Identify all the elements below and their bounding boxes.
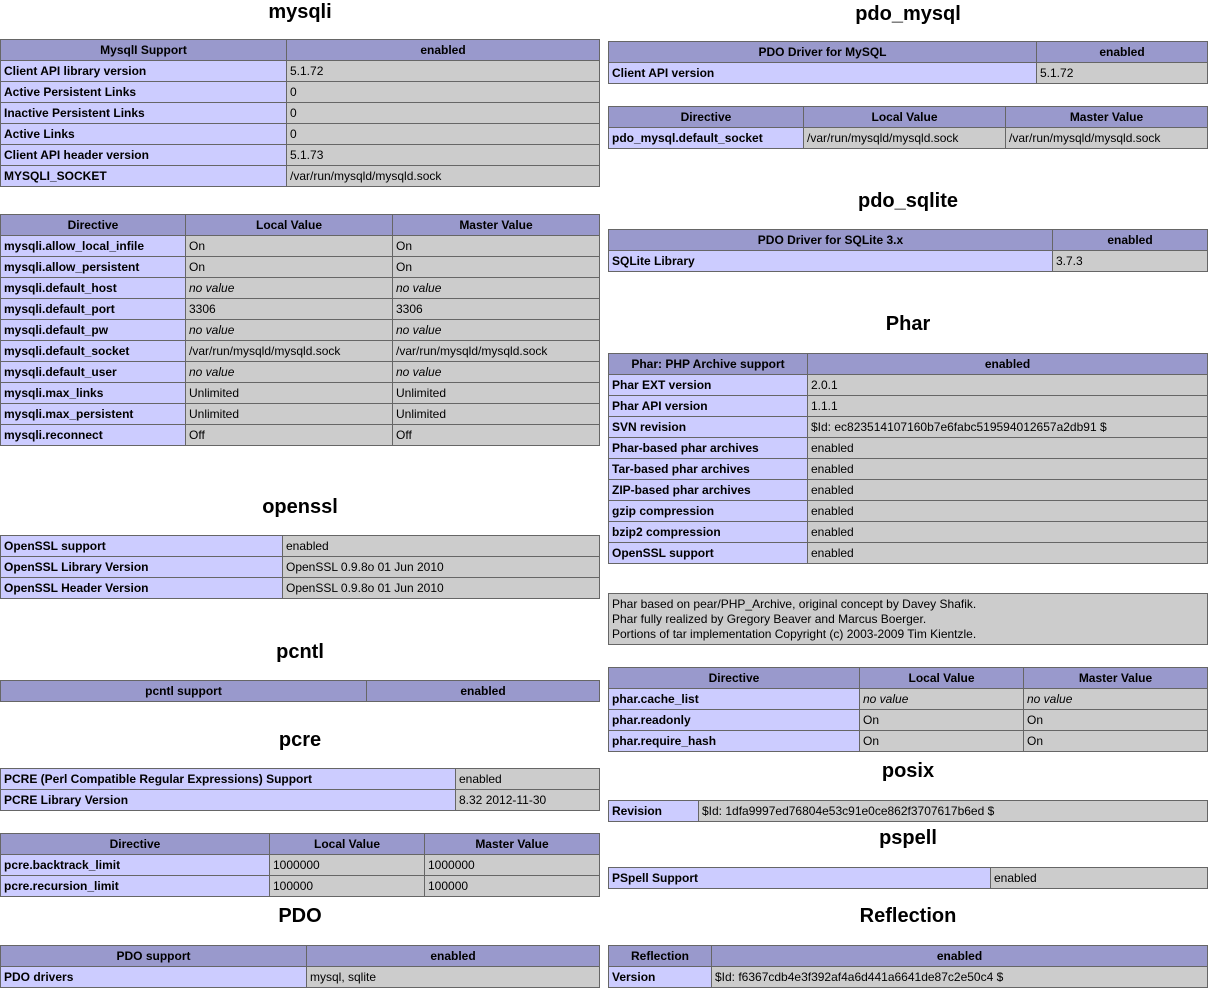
pcre-directives-block	[0, 833, 600, 897]
local-value-cell: On	[186, 257, 393, 278]
master-value-cell: On	[393, 236, 600, 257]
local-value-cell: On	[186, 236, 393, 257]
key-cell: Phar API version	[609, 396, 808, 417]
value-cell: $Id: f6367cdb4e3f392af4a6d441a6641de87c2e50c4 $	[712, 967, 1208, 988]
header-cell: Phar: PHP Archive support	[609, 354, 808, 375]
header-cell: Reflection	[609, 946, 712, 967]
openssl-table	[0, 535, 600, 599]
table-row	[1, 769, 600, 790]
key-cell: MYSQLI_SOCKET	[1, 166, 287, 187]
header-cell: PDO Driver for MySQL	[609, 42, 1037, 63]
table-row	[1, 103, 600, 124]
pcntl-block	[0, 680, 600, 702]
header-cell: Local Value	[860, 668, 1024, 689]
directive-cell: mysqli.allow_local_infile	[1, 236, 186, 257]
table-row	[609, 801, 1208, 822]
table-header-row	[609, 107, 1208, 128]
header-cell: Local Value	[186, 215, 393, 236]
header-cell: enabled	[712, 946, 1208, 967]
local-value-cell: Off	[186, 425, 393, 446]
section-title-pdo-sqlite: pdo_sqlite	[857, 190, 958, 212]
value-cell: 0	[287, 82, 600, 103]
pdo-mysql-directives-block	[608, 106, 1208, 149]
table-row	[1, 404, 600, 425]
directive-cell: pdo_mysql.default_socket	[609, 128, 804, 149]
key-cell: PDO drivers	[1, 967, 307, 988]
header-cell: MysqlI Support	[1, 40, 287, 61]
master-value-cell	[393, 278, 600, 299]
section-title-pdo: PDO	[278, 905, 322, 927]
table-row	[1, 578, 600, 599]
table-header-row	[609, 230, 1208, 251]
table-row	[609, 522, 1208, 543]
key-cell: Client API library version	[1, 61, 287, 82]
master-value-cell	[393, 362, 600, 383]
table-row	[609, 128, 1208, 149]
table-row	[1, 299, 600, 320]
table-header-row	[609, 946, 1208, 967]
header-cell: enabled	[1053, 230, 1208, 251]
key-cell: OpenSSL support	[609, 543, 808, 564]
local-value-cell: On	[860, 731, 1024, 752]
table-row	[1, 236, 600, 257]
header-cell: enabled	[367, 681, 600, 702]
table-row	[609, 967, 1208, 988]
master-value-cell: /var/run/mysqld/mysqld.sock	[393, 341, 600, 362]
table-row	[1, 383, 600, 404]
local-value-cell	[860, 689, 1024, 710]
value-cell: /var/run/mysqld/mysqld.sock	[287, 166, 600, 187]
value-cell: $Id: 1dfa9997ed76804e53c91e0ce862f3707617b6ed $	[699, 801, 1208, 822]
local-value-cell: 1000000	[270, 855, 425, 876]
directive-cell: mysqli.default_user	[1, 362, 186, 383]
table-row	[1, 61, 600, 82]
pspell-table	[608, 867, 1208, 889]
table-row	[1, 362, 600, 383]
value-cell: 5.1.72	[1037, 63, 1208, 84]
directive-cell: mysqli.max_persistent	[1, 404, 186, 425]
value-cell: enabled	[808, 438, 1208, 459]
pdo-mysql-block	[608, 41, 1208, 84]
no-value-text: no value	[863, 692, 909, 706]
value-cell: enabled	[456, 769, 600, 790]
table-row	[1, 967, 600, 988]
pdo-block	[0, 945, 600, 988]
openssl-block	[0, 535, 600, 599]
phar-directives-table	[608, 667, 1208, 752]
value-cell: enabled	[283, 536, 600, 557]
pdo-table	[0, 945, 600, 988]
key-cell: Inactive Persistent Links	[1, 103, 287, 124]
table-row	[609, 594, 1208, 645]
pcre-info-table	[0, 768, 600, 811]
local-value-cell: On	[860, 710, 1024, 731]
directive-cell: mysqli.default_socket	[1, 341, 186, 362]
posix-table	[608, 800, 1208, 822]
key-cell: ZIP-based phar archives	[609, 480, 808, 501]
mysqli-info-table	[0, 39, 600, 187]
no-value-text: no value	[189, 281, 235, 295]
no-value-text: no value	[396, 281, 442, 295]
reflection-block	[608, 945, 1208, 988]
directive-cell: mysqli.max_links	[1, 383, 186, 404]
credit-line: Portions of tar implementation Copyright (c) 2003-2009 Tim Kientzle.	[612, 627, 977, 641]
section-title-pcre: pcre	[278, 729, 322, 751]
table-row	[1, 855, 600, 876]
table-header-row	[1, 40, 600, 61]
key-cell: Phar EXT version	[609, 375, 808, 396]
table-row	[609, 251, 1208, 272]
directive-cell: phar.cache_list	[609, 689, 860, 710]
table-row	[1, 790, 600, 811]
directive-cell: pcre.recursion_limit	[1, 876, 270, 897]
table-row	[609, 710, 1208, 731]
master-value-cell: On	[1024, 731, 1208, 752]
table-row	[1, 166, 600, 187]
directive-cell: pcre.backtrack_limit	[1, 855, 270, 876]
header-cell: Directive	[1, 215, 186, 236]
table-row	[1, 320, 600, 341]
table-header-row	[1, 215, 600, 236]
master-value-cell: On	[393, 257, 600, 278]
key-cell: gzip compression	[609, 501, 808, 522]
table-header-row	[1, 834, 600, 855]
directive-cell: mysqli.allow_persistent	[1, 257, 186, 278]
value-cell: 5.1.72	[287, 61, 600, 82]
mysqli-directives-block	[0, 214, 600, 446]
key-cell: SVN revision	[609, 417, 808, 438]
key-cell: PCRE Library Version	[1, 790, 456, 811]
value-cell: 2.0.1	[808, 375, 1208, 396]
reflection-table	[608, 945, 1208, 988]
value-cell: mysql, sqlite	[307, 967, 600, 988]
table-row	[609, 375, 1208, 396]
mysqli-directives-table	[0, 214, 600, 446]
key-cell: Phar-based phar archives	[609, 438, 808, 459]
key-cell: Client API header version	[1, 145, 287, 166]
local-value-cell	[186, 278, 393, 299]
table-header-row	[1, 681, 600, 702]
table-header-row	[609, 42, 1208, 63]
value-cell: 0	[287, 124, 600, 145]
header-cell: Local Value	[270, 834, 425, 855]
value-cell: 3.7.3	[1053, 251, 1208, 272]
directive-cell: phar.require_hash	[609, 731, 860, 752]
header-cell: Master Value	[393, 215, 600, 236]
key-cell: OpenSSL support	[1, 536, 283, 557]
key-cell: OpenSSL Library Version	[1, 557, 283, 578]
value-cell: 1.1.1	[808, 396, 1208, 417]
directive-cell: phar.readonly	[609, 710, 860, 731]
directive-cell: mysqli.default_port	[1, 299, 186, 320]
pcntl-table	[0, 680, 600, 702]
key-cell: PSpell Support	[609, 868, 991, 889]
local-value-cell: 100000	[270, 876, 425, 897]
table-row	[609, 417, 1208, 438]
header-cell: Master Value	[425, 834, 600, 855]
header-cell: PDO support	[1, 946, 307, 967]
credit-line: Phar fully realized by Gregory Beaver and Marcus Boerger.	[612, 612, 927, 626]
master-value-cell: /var/run/mysqld/mysqld.sock	[1006, 128, 1208, 149]
header-cell: Directive	[1, 834, 270, 855]
table-header-row	[609, 354, 1208, 375]
master-value-cell: On	[1024, 710, 1208, 731]
header-cell: Master Value	[1024, 668, 1208, 689]
key-cell: PCRE (Perl Compatible Regular Expressions) Support	[1, 769, 456, 790]
phar-info-table	[608, 353, 1208, 564]
key-cell: Active Persistent Links	[1, 82, 287, 103]
header-cell: enabled	[808, 354, 1208, 375]
master-value-cell: Unlimited	[393, 404, 600, 425]
no-value-text: no value	[396, 365, 442, 379]
posix-block	[608, 800, 1208, 822]
no-value-text: no value	[189, 365, 235, 379]
credits-cell	[609, 594, 1208, 645]
header-cell: enabled	[287, 40, 600, 61]
value-cell: OpenSSL 0.9.8o 01 Jun 2010	[283, 578, 600, 599]
pdo-mysql-table	[608, 41, 1208, 84]
section-title-pdo-mysql: pdo_mysql	[855, 3, 961, 25]
table-row	[1, 425, 600, 446]
header-cell: pcntl support	[1, 681, 367, 702]
local-value-cell: Unlimited	[186, 404, 393, 425]
header-cell: PDO Driver for SQLite 3.x	[609, 230, 1053, 251]
table-header-row	[609, 668, 1208, 689]
table-row	[609, 480, 1208, 501]
master-value-cell	[393, 320, 600, 341]
local-value-cell	[186, 362, 393, 383]
local-value-cell: 3306	[186, 299, 393, 320]
credit-line: Phar based on pear/PHP_Archive, original concept by Davey Shafik.	[612, 597, 977, 611]
no-value-text: no value	[1027, 692, 1073, 706]
value-cell: 0	[287, 103, 600, 124]
value-cell: enabled	[808, 543, 1208, 564]
table-row	[609, 63, 1208, 84]
section-title-openssl: openssl	[262, 496, 338, 518]
table-row	[1, 876, 600, 897]
directive-cell: mysqli.default_host	[1, 278, 186, 299]
local-value-cell	[186, 320, 393, 341]
value-cell: 5.1.73	[287, 145, 600, 166]
key-cell: Version	[609, 967, 712, 988]
pdo-sqlite-block	[608, 229, 1208, 272]
value-cell: enabled	[808, 480, 1208, 501]
table-row	[609, 543, 1208, 564]
master-value-cell	[1024, 689, 1208, 710]
phar-notes-table	[608, 593, 1208, 645]
section-title-pcntl: pcntl	[276, 641, 324, 663]
section-title-pspell: pspell	[879, 827, 937, 849]
local-value-cell: /var/run/mysqld/mysqld.sock	[804, 128, 1006, 149]
pdo-sqlite-table	[608, 229, 1208, 272]
header-cell: Master Value	[1006, 107, 1208, 128]
no-value-text: no value	[396, 323, 442, 337]
pspell-block	[608, 867, 1208, 889]
table-row	[609, 459, 1208, 480]
table-row	[1, 278, 600, 299]
master-value-cell: 1000000	[425, 855, 600, 876]
key-cell: Client API version	[609, 63, 1037, 84]
phar-directives-block	[608, 667, 1208, 752]
section-title-mysqli: mysqli	[268, 1, 332, 23]
header-cell: Directive	[609, 668, 860, 689]
value-cell: 8.32 2012-11-30	[456, 790, 600, 811]
master-value-cell: 100000	[425, 876, 600, 897]
value-cell: enabled	[991, 868, 1208, 889]
header-cell: enabled	[307, 946, 600, 967]
master-value-cell: Off	[393, 425, 600, 446]
section-title-reflection: Reflection	[859, 905, 957, 927]
table-row	[609, 689, 1208, 710]
table-row	[609, 731, 1208, 752]
key-cell: OpenSSL Header Version	[1, 578, 283, 599]
master-value-cell: Unlimited	[393, 383, 600, 404]
table-row	[1, 557, 600, 578]
key-cell: Active Links	[1, 124, 287, 145]
key-cell: SQLite Library	[609, 251, 1053, 272]
key-cell: Revision	[609, 801, 699, 822]
table-header-row	[1, 946, 600, 967]
key-cell: Tar-based phar archives	[609, 459, 808, 480]
no-value-text: no value	[189, 323, 235, 337]
table-row	[1, 124, 600, 145]
local-value-cell: Unlimited	[186, 383, 393, 404]
pcre-info-block	[0, 768, 600, 811]
section-title-posix: posix	[881, 760, 935, 782]
table-row	[1, 82, 600, 103]
header-cell: Local Value	[804, 107, 1006, 128]
pdo-mysql-directives-table	[608, 106, 1208, 149]
phar-notes-block	[608, 593, 1208, 645]
directive-cell: mysqli.reconnect	[1, 425, 186, 446]
mysqli-info-block	[0, 39, 600, 187]
table-row	[1, 341, 600, 362]
table-row	[609, 396, 1208, 417]
pcre-directives-table	[0, 833, 600, 897]
table-row	[1, 145, 600, 166]
key-cell: bzip2 compression	[609, 522, 808, 543]
table-row	[1, 257, 600, 278]
master-value-cell: 3306	[393, 299, 600, 320]
section-title-phar: Phar	[885, 313, 931, 335]
directive-cell: mysqli.default_pw	[1, 320, 186, 341]
value-cell: enabled	[808, 501, 1208, 522]
phar-info-block	[608, 353, 1208, 564]
table-row	[609, 438, 1208, 459]
value-cell: $Id: ec823514107160b7e6fabc519594012657a2db91 $	[808, 417, 1208, 438]
value-cell: enabled	[808, 459, 1208, 480]
header-cell: Directive	[609, 107, 804, 128]
table-row	[1, 536, 600, 557]
value-cell: enabled	[808, 522, 1208, 543]
header-cell: enabled	[1037, 42, 1208, 63]
table-row	[609, 868, 1208, 889]
value-cell: OpenSSL 0.9.8o 01 Jun 2010	[283, 557, 600, 578]
local-value-cell: /var/run/mysqld/mysqld.sock	[186, 341, 393, 362]
table-row	[609, 501, 1208, 522]
